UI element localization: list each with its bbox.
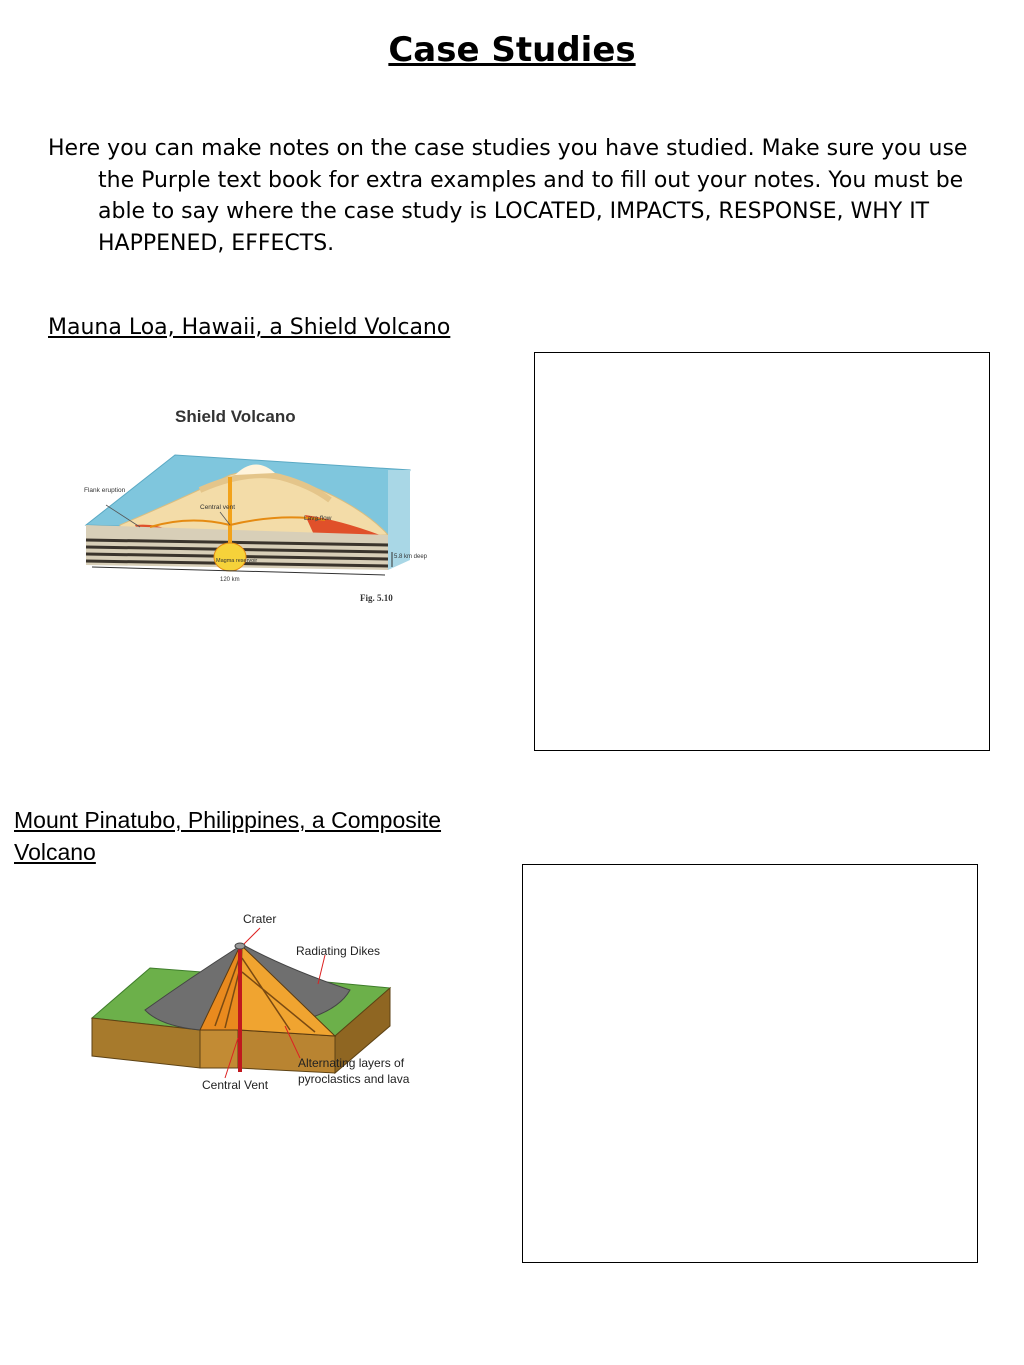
- label-flank-eruption: Flank eruption: [84, 487, 126, 494]
- page-title: Case Studies: [388, 30, 636, 70]
- shield-notes-box[interactable]: [534, 352, 990, 751]
- label-central-vent: Central Vent: [202, 1078, 269, 1092]
- composite-volcano-diagram: [90, 908, 430, 1103]
- intro-paragraph: Here you can make notes on the case studies you have studied. Make sure you use the Purple text book for extra examples and to fill out your notes. You must be able to say where the case study is LOCATED, IMPACTS, RESPONSE, WHY IT HAPPENED, EFFECTS.: [48, 136, 968, 256]
- label-figure-number: Fig. 5.10: [360, 593, 393, 603]
- label-central-vent: Central vent: [200, 504, 236, 511]
- label-lava-flow: Lava flow: [304, 515, 332, 522]
- label-depth: 5.8 km deep: [394, 554, 428, 560]
- label-alternating-layers: Alternating layers of pyroclastics and lava: [298, 1056, 410, 1086]
- label-crater: Crater: [243, 912, 277, 926]
- shield-volcano-heading: Mauna Loa, Hawaii, a Shield Volcano: [48, 315, 451, 340]
- composite-volcano-heading: Mount Pinatubo, Philippines, a Composite Volcano: [14, 807, 442, 865]
- label-magma-reservoir: Magma reservoir: [216, 558, 258, 564]
- shield-figure-title: Shield Volcano: [175, 407, 296, 426]
- composite-notes-box[interactable]: [522, 864, 978, 1263]
- label-radiating-dikes: Radiating Dikes: [296, 944, 381, 958]
- label-width: 120 km: [220, 577, 240, 583]
- shield-volcano-diagram: [80, 395, 428, 610]
